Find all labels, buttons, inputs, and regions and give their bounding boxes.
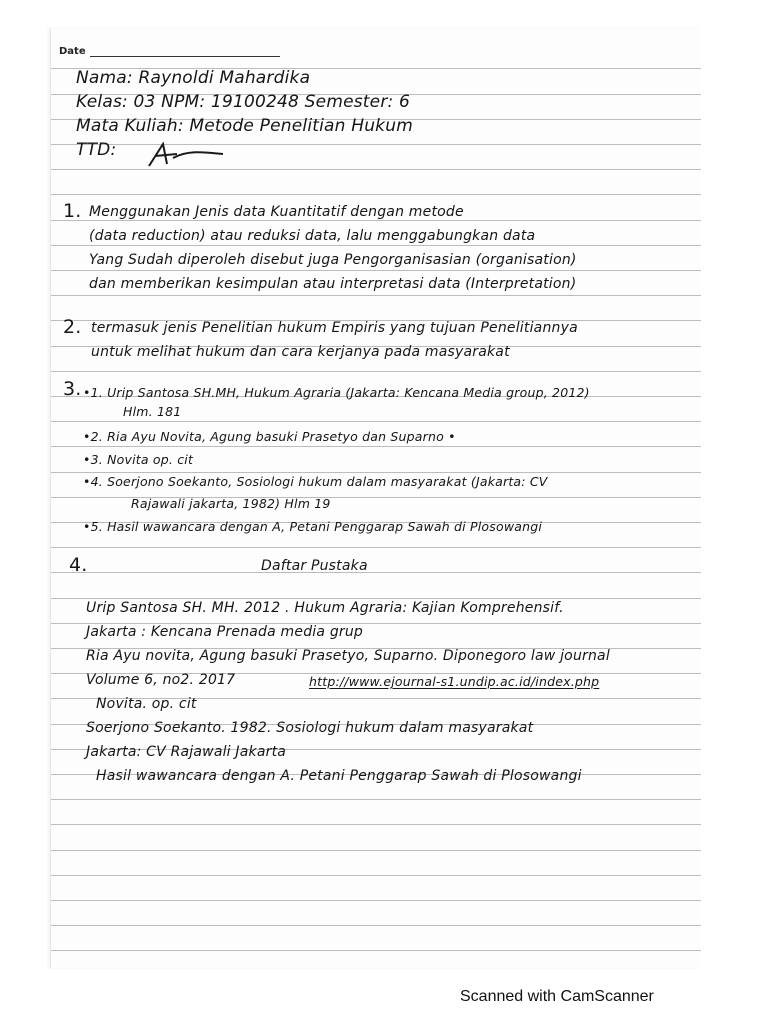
journal-link[interactable]: http://www.ejournal-s1.undip.ac.id/index.php [309,674,600,689]
bibliography-line-6: Novita. op. cit [96,696,197,712]
answer-3-line-1: •1. Urip Santosa SH.MH, Hukum Agraria (Jakarta: Kencana Media group, 2012) [83,385,590,400]
answer-1-line-4: dan memberikan kesimpulan atau interpretasi data (Interpretation) [89,276,577,292]
date-field [59,46,280,57]
answer-2-number: 2. [63,316,82,338]
student-name: Nama: Raynoldi Mahardika [76,68,311,88]
bibliography-line-7: Soerjono Soekanto. 1982. Sosiologi hukum dalam masyarakat [86,720,534,736]
bibliography-line-1: Urip Santosa SH. MH. 2012 . Hukum Agraria: Kajian Komprehensif. [86,600,564,616]
bibliography-title: Daftar Pustaka [261,558,368,574]
class-npm-semester: Kelas: 03 NPM: 19100248 Semester: 6 [76,92,411,112]
answer-2-line-2: untuk melihat hukum dan cara kerjanya pada masyarakat [91,344,510,360]
bibliography-line-2: Jakarta : Kencana Prenada media grup [86,624,364,640]
bibliography-line-8: Jakarta: CV Rajawali Jakarta [86,744,287,760]
bibliography-line-3: Ria Ayu novita, Agung basuki Prasetyo, Suparno. Diponegoro law journal [86,648,610,664]
course-name: Mata Kuliah: Metode Penelitian Hukum [76,116,413,136]
answer-3-line-6: Rajawali jakarta, 1982) Hlm 19 [131,496,331,511]
bibliography-line-4: Volume 6, no2. 2017 [86,672,236,688]
date-label: Date [59,46,86,57]
answer-3-line-3: •2. Ria Ayu Novita, Agung basuki Prasetyo dan Suparno • [83,429,456,444]
signature-label: TTD: [76,140,117,160]
answer-4-number: 4. [69,554,88,576]
date-line [90,48,280,57]
answer-3-line-4: •3. Novita op. cit [83,452,194,467]
answer-1-line-1: Menggunakan Jenis data Kuantitatif dengan metode [89,204,464,220]
camscanner-watermark: Scanned with CamScanner [460,988,654,1005]
signature-mark [143,140,233,170]
answer-3-line-7: •5. Hasil wawancara dengan A, Petani Penggarap Sawah di Plosowangi [83,519,543,534]
answer-1-line-2: (data reduction) atau reduksi data, lalu menggabungkan data [89,228,536,244]
answer-3-number: 3. [63,378,82,400]
answer-1-number: 1. [63,200,82,222]
notebook-page [50,28,701,968]
answer-2-line-1: termasuk jenis Penelitian hukum Empiris yang tujuan Penelitiannya [91,320,578,336]
bibliography-line-9: Hasil wawancara dengan A. Petani Penggarap Sawah di Plosowangi [96,768,582,784]
answer-1-line-3: Yang Sudah diperoleh disebut juga Pengorganisasian (organisation) [89,252,577,268]
answer-3-line-2: Hlm. 181 [123,404,182,419]
answer-3-line-5: •4. Soerjono Soekanto, Sosiologi hukum dalam masyarakat (Jakarta: CV [83,474,548,489]
